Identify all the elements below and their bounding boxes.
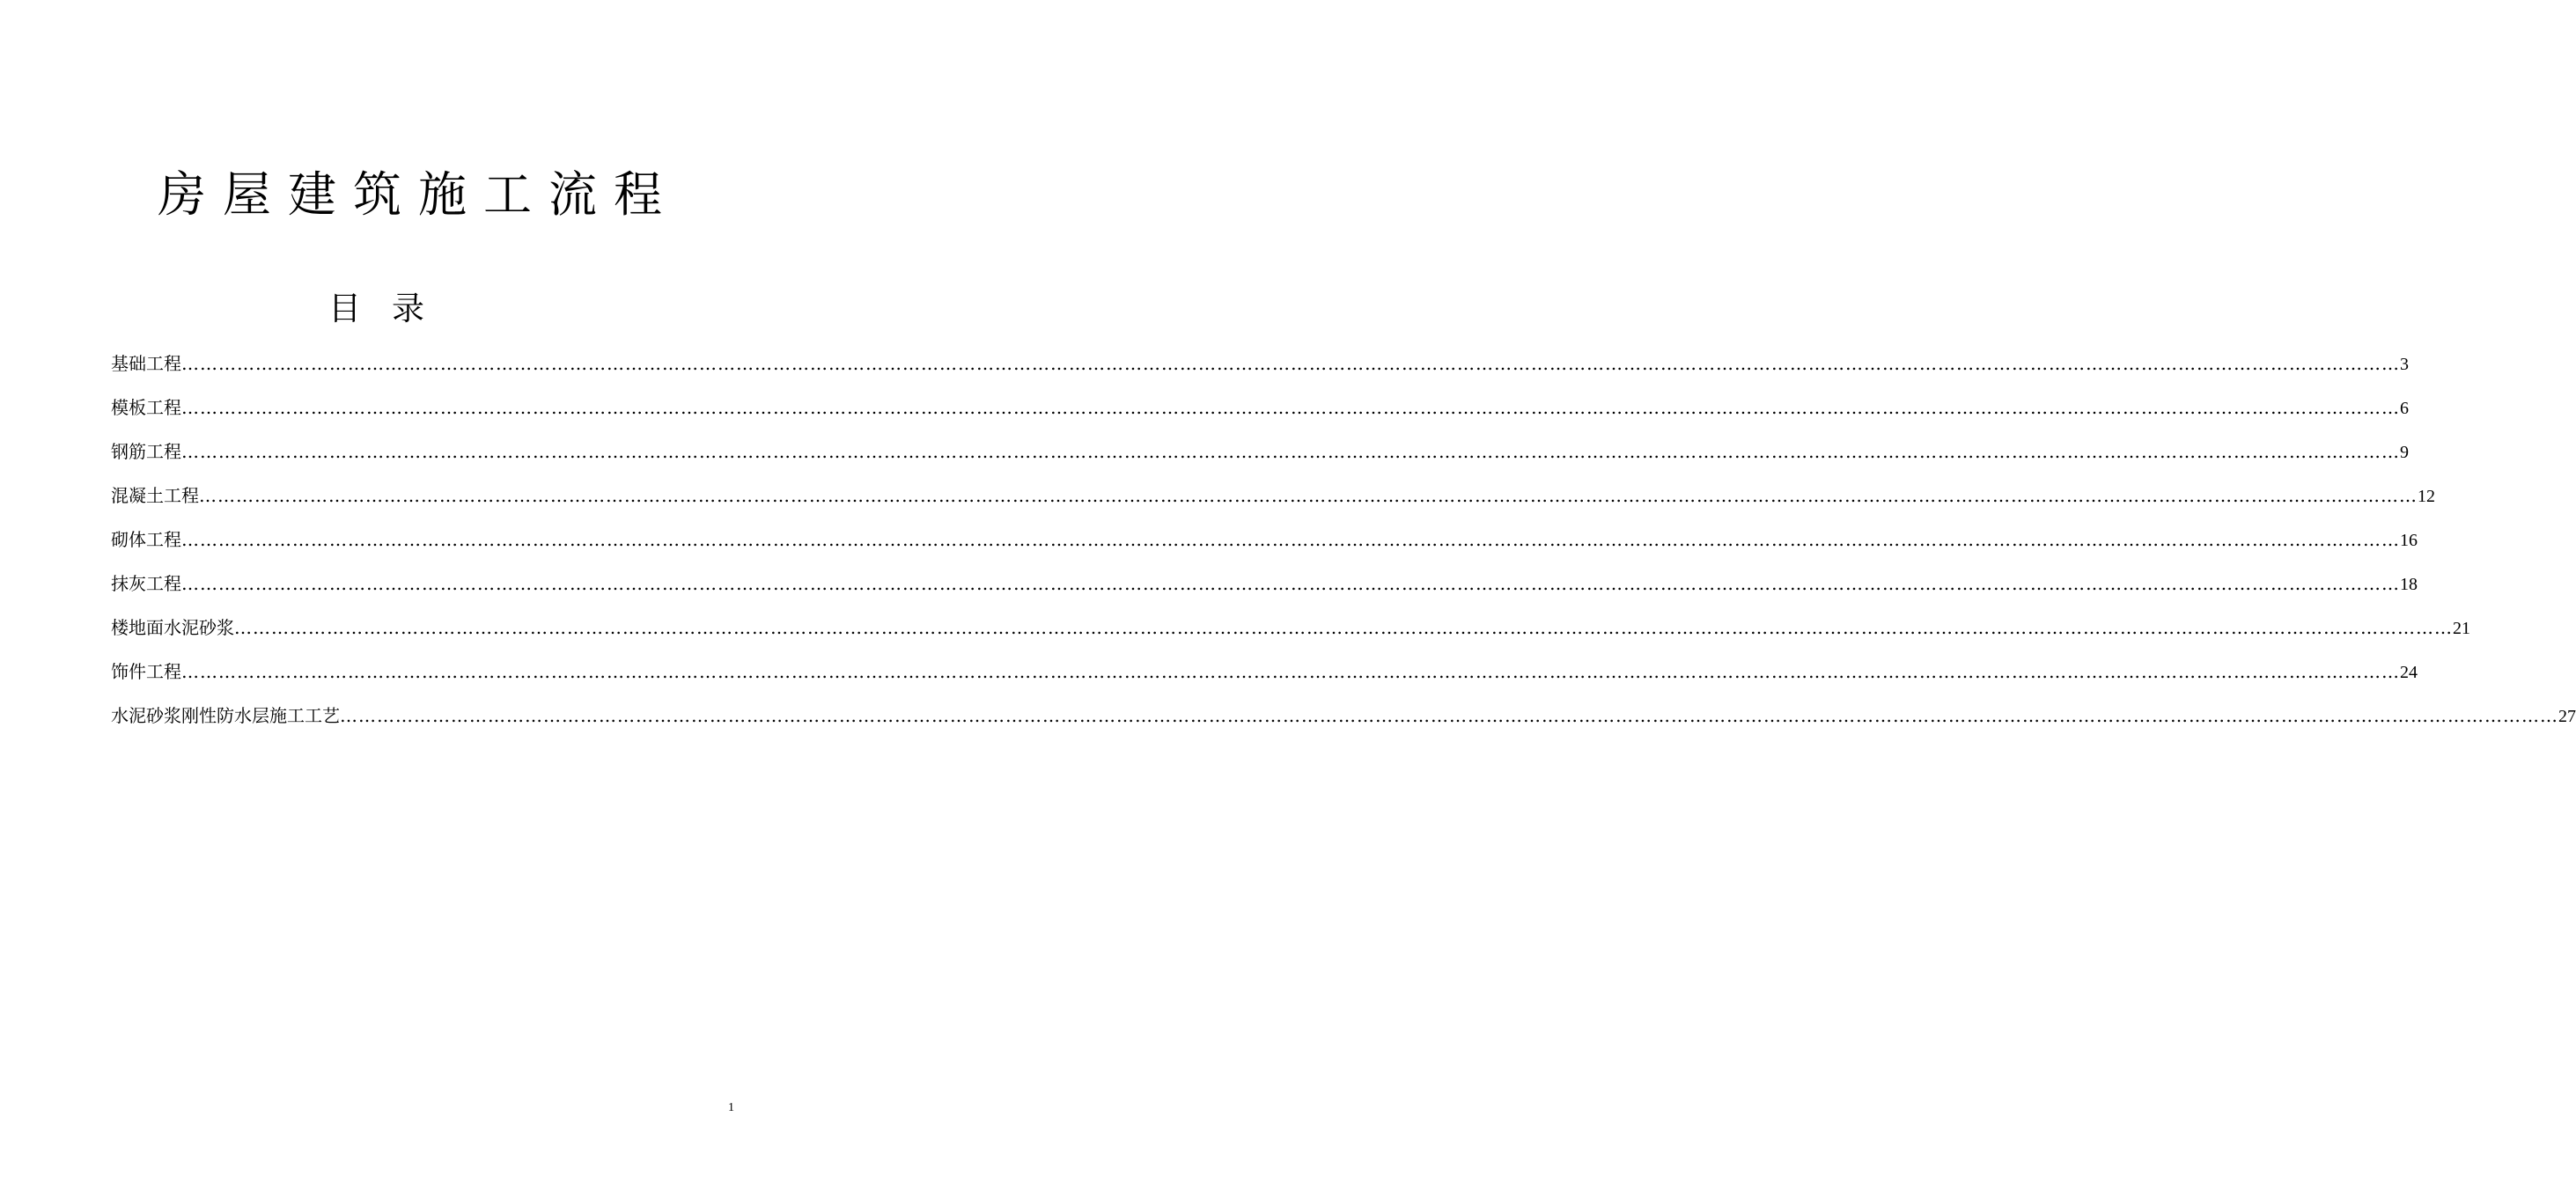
toc-leader: ……………………………………………………………………………………………………………………………………………………………………………………………………………………………………………………………………………………………………………………………… bbox=[181, 661, 2400, 682]
toc-entry[interactable] bbox=[111, 394, 2409, 438]
toc-entry-page: 12 bbox=[2418, 487, 2435, 506]
toc-leader: ……………………………………………………………………………………………………………………………………………………………………………………………………………………………………………………………………………………………………………………………… bbox=[181, 529, 2400, 550]
toc-leader: ……………………………………………………………………………………………………………………………………………………………………………………………………………………………………………………………………………………………………………………………… bbox=[234, 617, 2453, 638]
toc-entry-title: 钢筋工程 bbox=[111, 441, 181, 462]
page-number: 1 bbox=[728, 1101, 734, 1114]
toc-leader: ……………………………………………………………………………………………………………………………………………………………………………………………………………………………………………………………………………………………………………………………… bbox=[181, 573, 2400, 594]
toc-entry-page: 6 bbox=[2400, 399, 2409, 418]
toc-entry-page: 24 bbox=[2400, 663, 2418, 682]
toc-entry[interactable] bbox=[111, 350, 2409, 394]
toc-leader: ……………………………………………………………………………………………………………………………………………………………………………………………………………………………………………………………………………………………………………………………… bbox=[181, 397, 2400, 418]
toc-leader: ……………………………………………………………………………………………………………………………………………………………………………………………………………………………………………………………………………………………………………………………… bbox=[199, 485, 2418, 506]
toc-entry-page: 27 bbox=[2558, 707, 2576, 726]
toc-entry-title: 基础工程 bbox=[111, 353, 181, 374]
toc-leader: ……………………………………………………………………………………………………………………………………………………………………………………………………………………………………………………………………………………………………………………………… bbox=[340, 705, 2558, 726]
toc-entry-title: 模板工程 bbox=[111, 397, 181, 418]
toc-entry[interactable] bbox=[111, 614, 2470, 658]
toc-entry-title: 水泥砂浆刚性防水层施工工艺 bbox=[111, 705, 340, 726]
toc-entry-page: 18 bbox=[2400, 575, 2418, 594]
toc-heading: 目录 bbox=[328, 290, 455, 327]
toc-entry[interactable] bbox=[111, 658, 2418, 702]
toc-entry[interactable] bbox=[111, 438, 2409, 482]
toc-entry[interactable] bbox=[111, 482, 2435, 526]
document-title: 房屋建筑施工流程 bbox=[157, 166, 679, 223]
toc-entry-page: 16 bbox=[2400, 531, 2418, 550]
toc-entry-title: 混凝土工程 bbox=[111, 485, 199, 506]
toc-entry-page: 3 bbox=[2400, 355, 2409, 374]
toc-entry[interactable] bbox=[111, 702, 2576, 746]
toc-entry-title: 砌体工程 bbox=[111, 529, 181, 550]
toc-entry-title: 饰件工程 bbox=[111, 661, 181, 682]
toc-leader: ……………………………………………………………………………………………………………………………………………………………………………………………………………………………………………………………………………………………………………………………… bbox=[181, 441, 2400, 462]
toc-entry-title: 楼地面水泥砂浆 bbox=[111, 617, 234, 638]
toc-entry[interactable] bbox=[111, 526, 2418, 570]
toc-entry[interactable] bbox=[111, 570, 2418, 614]
toc-entry-page: 9 bbox=[2400, 443, 2409, 462]
table-of-contents bbox=[111, 350, 2576, 746]
toc-entry-page: 21 bbox=[2453, 619, 2470, 638]
toc-entry-title: 抹灰工程 bbox=[111, 573, 181, 594]
toc-leader: ……………………………………………………………………………………………………………………………………………………………………………………………………………………………………………………………………………………………………………………………… bbox=[181, 353, 2400, 374]
